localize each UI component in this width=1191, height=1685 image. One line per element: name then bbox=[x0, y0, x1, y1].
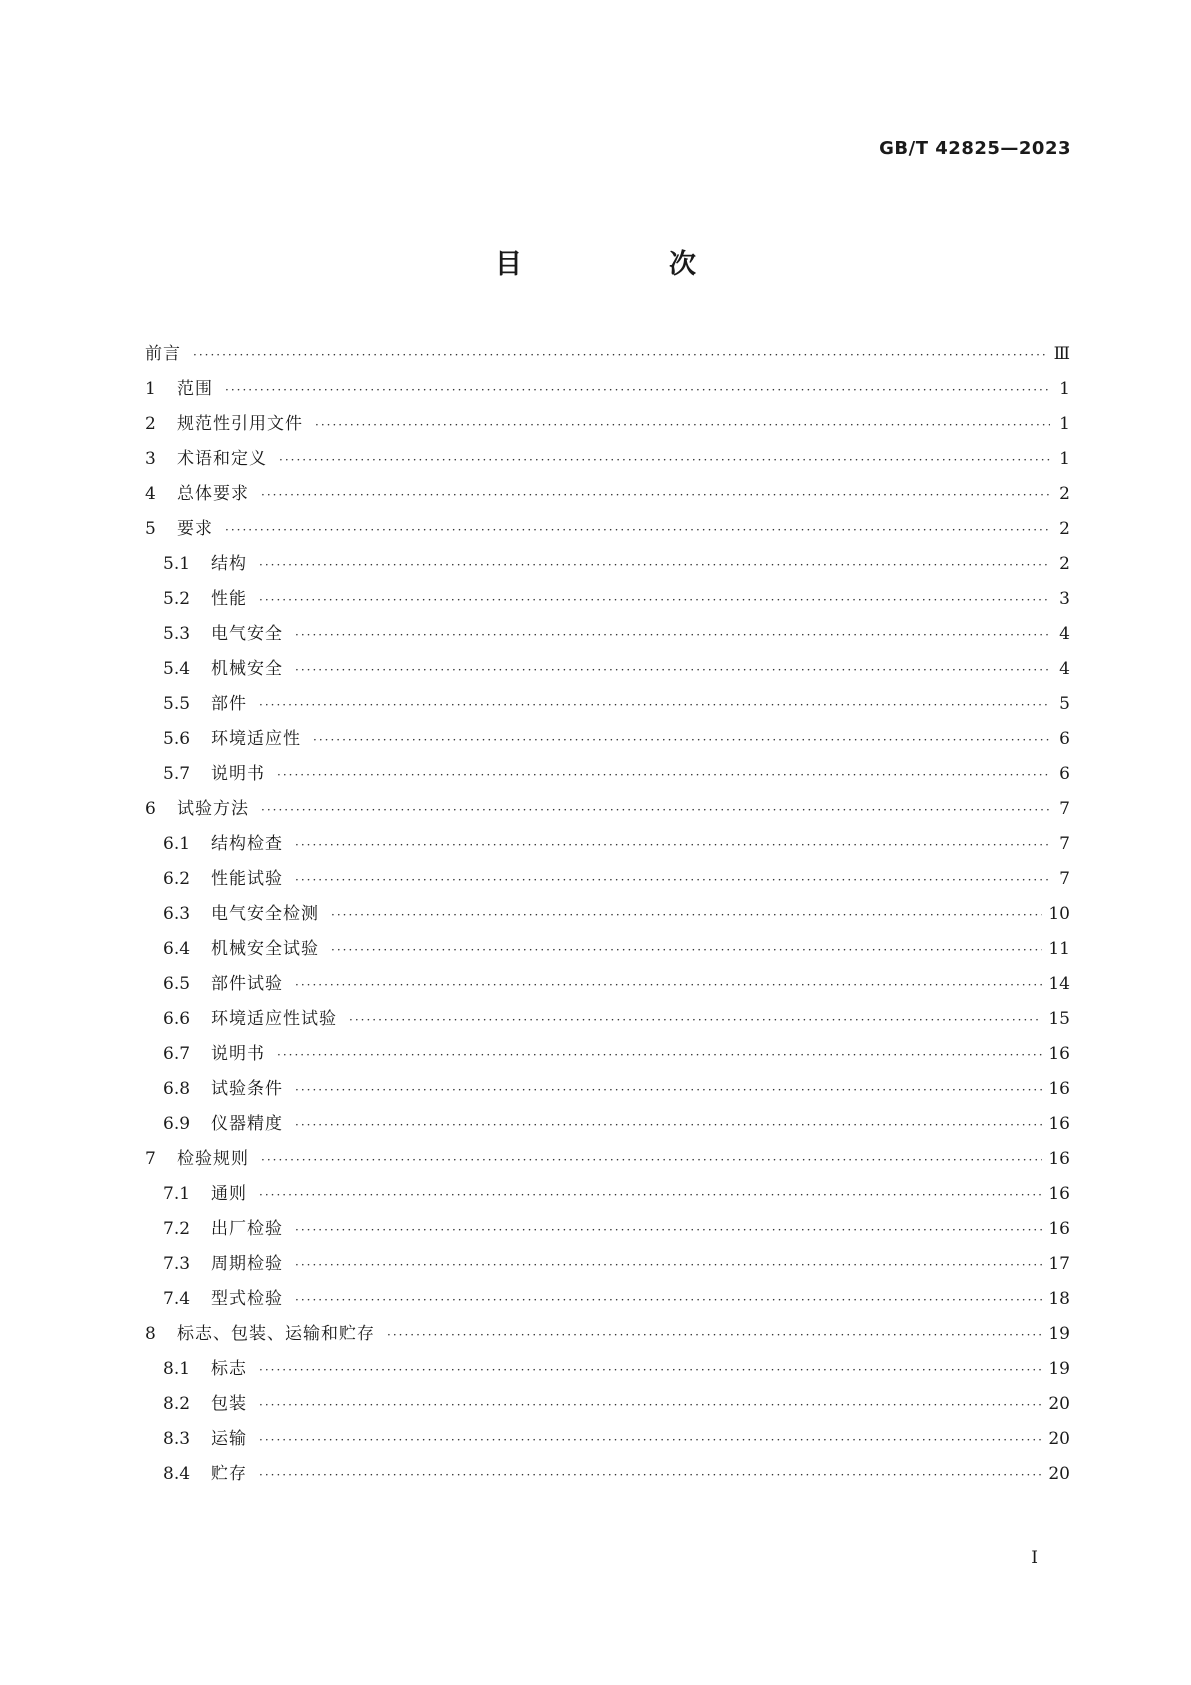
toc-entry-page: 10 bbox=[1048, 904, 1070, 924]
toc-entry-label: 电气安全检测 bbox=[211, 904, 319, 924]
toc-entry-label: 结构 bbox=[211, 554, 247, 574]
toc-entry-number: 8.1 bbox=[163, 1359, 191, 1379]
toc-entry-number: 5.5 bbox=[163, 694, 191, 714]
toc-entry-page: 1 bbox=[1059, 414, 1070, 434]
toc-entry-number: 6.2 bbox=[163, 869, 191, 889]
toc-entry[interactable] bbox=[145, 619, 1070, 654]
toc-entry-number: 6.6 bbox=[163, 1009, 191, 1029]
toc-entry[interactable] bbox=[145, 1039, 1070, 1074]
toc-entry-page: 15 bbox=[1048, 1009, 1070, 1029]
toc-entry-number: 5.7 bbox=[163, 764, 191, 784]
toc-entry-number: 8.3 bbox=[163, 1429, 191, 1449]
toc-entry[interactable] bbox=[145, 1109, 1070, 1144]
toc-entry[interactable] bbox=[145, 1004, 1070, 1039]
dot-leader bbox=[295, 1223, 1042, 1237]
table-of-contents bbox=[145, 339, 1070, 1494]
toc-entry-number: 7 bbox=[145, 1149, 156, 1169]
dot-leader bbox=[295, 628, 1050, 642]
toc-entry[interactable] bbox=[145, 1214, 1070, 1249]
toc-entry[interactable] bbox=[145, 864, 1070, 899]
toc-entry-label: 性能 bbox=[211, 589, 247, 609]
toc-entry-page: 2 bbox=[1059, 519, 1070, 539]
toc-entry-page: 16 bbox=[1048, 1114, 1070, 1134]
toc-entry-number: 5.1 bbox=[163, 554, 191, 574]
toc-entry-page: 7 bbox=[1059, 869, 1070, 889]
toc-entry-page: 4 bbox=[1059, 659, 1070, 679]
toc-entry-label: 标志 bbox=[211, 1359, 247, 1379]
dot-leader bbox=[259, 593, 1050, 607]
dot-leader bbox=[295, 838, 1050, 852]
dot-leader bbox=[277, 768, 1050, 782]
toc-entry-page: 16 bbox=[1048, 1149, 1070, 1169]
toc-entry-number: 5 bbox=[145, 519, 156, 539]
toc-entry-number: 4 bbox=[145, 484, 156, 504]
dot-leader bbox=[295, 1118, 1042, 1132]
toc-entry-label: 前言 bbox=[145, 344, 181, 364]
toc-entry-label: 周期检验 bbox=[211, 1254, 283, 1274]
toc-entry-label: 机械安全试验 bbox=[211, 939, 319, 959]
dot-leader bbox=[261, 488, 1050, 502]
dot-leader bbox=[259, 1468, 1042, 1482]
toc-entry[interactable] bbox=[145, 1319, 1070, 1354]
toc-entry-number: 6.4 bbox=[163, 939, 191, 959]
toc-entry-page: 2 bbox=[1059, 554, 1070, 574]
toc-entry-label: 通则 bbox=[211, 1184, 247, 1204]
toc-entry-page: 16 bbox=[1048, 1079, 1070, 1099]
dot-leader bbox=[259, 1188, 1042, 1202]
toc-entry[interactable] bbox=[145, 1284, 1070, 1319]
toc-entry-label: 要求 bbox=[177, 519, 213, 539]
toc-entry-number: 6.9 bbox=[163, 1114, 191, 1134]
toc-entry-number: 6.1 bbox=[163, 834, 191, 854]
toc-entry-page: 19 bbox=[1048, 1359, 1070, 1379]
dot-leader bbox=[295, 978, 1042, 992]
toc-entry-number: 7.2 bbox=[163, 1219, 191, 1239]
toc-entry-label: 仪器精度 bbox=[211, 1114, 283, 1134]
toc-entry-page: Ⅲ bbox=[1053, 344, 1070, 364]
dot-leader bbox=[295, 873, 1050, 887]
toc-entry-page: 17 bbox=[1048, 1254, 1070, 1274]
toc-entry[interactable] bbox=[145, 549, 1070, 584]
dot-leader bbox=[295, 1083, 1042, 1097]
toc-entry-page: 20 bbox=[1048, 1394, 1070, 1414]
toc-entry-page: 18 bbox=[1048, 1289, 1070, 1309]
toc-entry-label: 术语和定义 bbox=[177, 449, 267, 469]
toc-entry-number: 5.2 bbox=[163, 589, 191, 609]
toc-entry[interactable] bbox=[145, 724, 1070, 759]
toc-entry-label: 运输 bbox=[211, 1429, 247, 1449]
toc-entry-number: 8.2 bbox=[163, 1394, 191, 1414]
toc-entry-label: 说明书 bbox=[211, 1044, 265, 1064]
toc-entry-number: 2 bbox=[145, 414, 156, 434]
toc-entry-page: 16 bbox=[1048, 1184, 1070, 1204]
toc-entry-number: 6.5 bbox=[163, 974, 191, 994]
toc-entry-label: 总体要求 bbox=[177, 484, 249, 504]
toc-entry-label: 试验方法 bbox=[177, 799, 249, 819]
toc-entry-page: 14 bbox=[1048, 974, 1070, 994]
toc-entry[interactable] bbox=[145, 899, 1070, 934]
toc-entry[interactable] bbox=[145, 759, 1070, 794]
toc-entry-label: 出厂检验 bbox=[211, 1219, 283, 1239]
toc-entry-page: 20 bbox=[1048, 1429, 1070, 1449]
dot-leader bbox=[331, 943, 1042, 957]
toc-entry-label: 结构检查 bbox=[211, 834, 283, 854]
dot-leader bbox=[259, 1363, 1042, 1377]
toc-entry-page: 20 bbox=[1048, 1464, 1070, 1484]
dot-leader bbox=[193, 348, 1048, 362]
toc-entry[interactable] bbox=[145, 1459, 1070, 1494]
toc-entry[interactable] bbox=[145, 1074, 1070, 1109]
toc-entry-label: 范围 bbox=[177, 379, 213, 399]
toc-entry-number: 1 bbox=[145, 379, 156, 399]
page-number: Ⅰ bbox=[1031, 1548, 1038, 1568]
toc-entry-number: 5.6 bbox=[163, 729, 191, 749]
toc-entry[interactable] bbox=[145, 1389, 1070, 1424]
toc-entry[interactable] bbox=[145, 409, 1070, 444]
toc-entry[interactable] bbox=[145, 794, 1070, 829]
dot-leader bbox=[387, 1328, 1042, 1342]
toc-entry-label: 试验条件 bbox=[211, 1079, 283, 1099]
toc-entry-page: 6 bbox=[1059, 729, 1070, 749]
dot-leader bbox=[315, 418, 1050, 432]
toc-entry[interactable] bbox=[145, 1424, 1070, 1459]
toc-entry-label: 标志、包装、运输和贮存 bbox=[177, 1324, 375, 1344]
toc-entry[interactable] bbox=[145, 1354, 1070, 1389]
toc-entry-label: 电气安全 bbox=[211, 624, 283, 644]
toc-entry-label: 部件 bbox=[211, 694, 247, 714]
toc-entry-page: 2 bbox=[1059, 484, 1070, 504]
toc-entry-number: 5.4 bbox=[163, 659, 191, 679]
toc-entry[interactable] bbox=[145, 829, 1070, 864]
toc-entry-number: 6.7 bbox=[163, 1044, 191, 1064]
toc-entry-page: 1 bbox=[1059, 449, 1070, 469]
dot-leader bbox=[261, 1153, 1042, 1167]
toc-entry-label: 包装 bbox=[211, 1394, 247, 1414]
toc-entry[interactable] bbox=[145, 339, 1070, 374]
dot-leader bbox=[259, 1433, 1042, 1447]
toc-entry-page: 11 bbox=[1048, 939, 1070, 959]
toc-entry[interactable] bbox=[145, 1144, 1070, 1179]
toc-entry-number: 7.1 bbox=[163, 1184, 191, 1204]
toc-entry-page: 16 bbox=[1048, 1219, 1070, 1239]
dot-leader bbox=[259, 558, 1050, 572]
toc-entry-number: 5.3 bbox=[163, 624, 191, 644]
toc-entry-label: 型式检验 bbox=[211, 1289, 283, 1309]
toc-entry[interactable] bbox=[145, 654, 1070, 689]
toc-entry-page: 3 bbox=[1059, 589, 1070, 609]
toc-entry-label: 规范性引用文件 bbox=[177, 414, 303, 434]
toc-entry-label: 贮存 bbox=[211, 1464, 247, 1484]
dot-leader bbox=[295, 1258, 1042, 1272]
toc-entry[interactable] bbox=[145, 1249, 1070, 1284]
toc-entry-page: 7 bbox=[1059, 799, 1070, 819]
toc-entry-number: 6.8 bbox=[163, 1079, 191, 1099]
toc-entry-label: 环境适应性试验 bbox=[211, 1009, 337, 1029]
toc-entry-page: 4 bbox=[1059, 624, 1070, 644]
page-title: 目 次 bbox=[495, 249, 756, 280]
toc-entry[interactable] bbox=[145, 479, 1070, 514]
toc-entry[interactable] bbox=[145, 374, 1070, 409]
toc-entry-page: 5 bbox=[1059, 694, 1070, 714]
toc-entry-number: 6.3 bbox=[163, 904, 191, 924]
toc-entry-number: 6 bbox=[145, 799, 156, 819]
toc-entry[interactable] bbox=[145, 444, 1070, 479]
standard-code: GB/T 42825—2023 bbox=[879, 138, 1071, 159]
toc-entry[interactable] bbox=[145, 514, 1070, 549]
dot-leader bbox=[259, 698, 1050, 712]
dot-leader bbox=[331, 908, 1042, 922]
toc-entry-page: 16 bbox=[1048, 1044, 1070, 1064]
toc-entry-label: 说明书 bbox=[211, 764, 265, 784]
dot-leader bbox=[277, 1048, 1042, 1062]
toc-entry[interactable] bbox=[145, 1179, 1070, 1214]
dot-leader bbox=[259, 1398, 1042, 1412]
dot-leader bbox=[225, 383, 1050, 397]
toc-entry[interactable] bbox=[145, 969, 1070, 1004]
toc-entry-label: 部件试验 bbox=[211, 974, 283, 994]
toc-entry[interactable] bbox=[145, 934, 1070, 969]
toc-entry-number: 8 bbox=[145, 1324, 156, 1344]
toc-entry-label: 机械安全 bbox=[211, 659, 283, 679]
dot-leader bbox=[295, 1293, 1042, 1307]
toc-entry-number: 7.4 bbox=[163, 1289, 191, 1309]
toc-entry-label: 环境适应性 bbox=[211, 729, 301, 749]
dot-leader bbox=[313, 733, 1050, 747]
toc-entry-number: 3 bbox=[145, 449, 156, 469]
toc-entry-number: 8.4 bbox=[163, 1464, 191, 1484]
toc-entry-number: 7.3 bbox=[163, 1254, 191, 1274]
toc-entry[interactable] bbox=[145, 689, 1070, 724]
dot-leader bbox=[225, 523, 1050, 537]
dot-leader bbox=[349, 1013, 1042, 1027]
toc-entry-page: 7 bbox=[1059, 834, 1070, 854]
dot-leader bbox=[279, 453, 1050, 467]
dot-leader bbox=[295, 663, 1050, 677]
toc-entry-page: 19 bbox=[1048, 1324, 1070, 1344]
toc-entry[interactable] bbox=[145, 584, 1070, 619]
toc-entry-page: 6 bbox=[1059, 764, 1070, 784]
toc-entry-label: 性能试验 bbox=[211, 869, 283, 889]
toc-entry-label: 检验规则 bbox=[177, 1149, 249, 1169]
toc-entry-page: 1 bbox=[1059, 379, 1070, 399]
dot-leader bbox=[261, 803, 1050, 817]
